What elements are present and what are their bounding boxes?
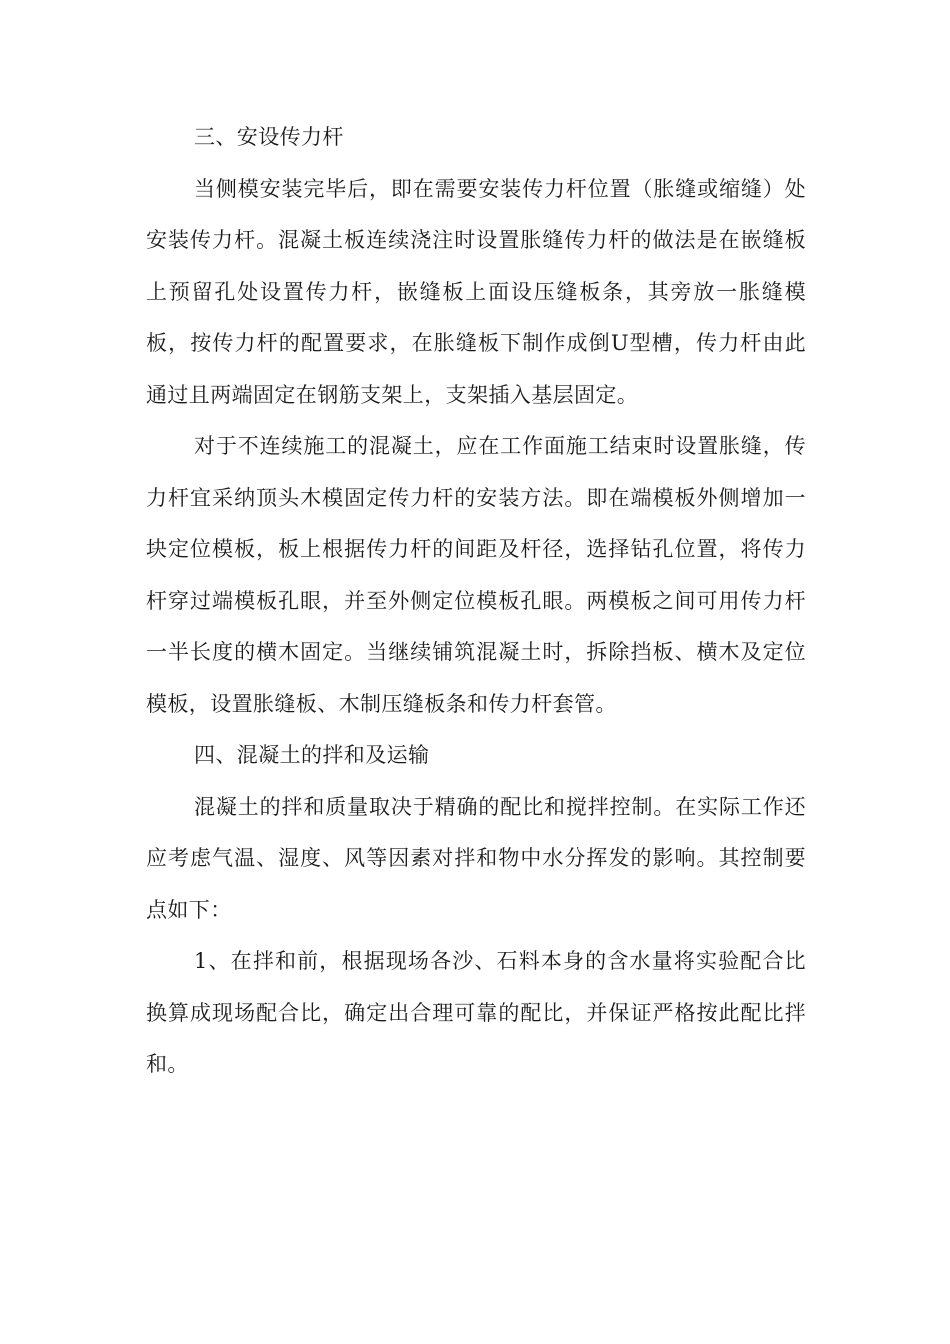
document-body bbox=[146, 112, 806, 1091]
paragraph-mixing-point-1: 1、在拌和前，根据现场各沙、石料本身的含水量将实验配合比换算成现场配合比，确定出合理可靠的配比，并保证严格按此配比拌和。 bbox=[146, 949, 806, 1076]
paragraph-discontinuous-construction: 对于不连续施工的混凝土，应在工作面施工结束时设置胀缝，传力杆宜采纳顶头木模固定传力杆的安装方法。即在端模板外侧增加一块定位模板，板上根据传力杆的间距及杆径，选择钻孔位置，将传力杆穿过端模板孔眼，并至外侧定位模板孔眼。两模板之间可用传力杆一半长度的横木固定。当继续铺筑混凝土时，拆除挡板、横木及定位模板，设置胀缝板、木制压缝板条和传力杆套管。 bbox=[146, 434, 806, 716]
paragraph-mixing-quality: 混凝土的拌和质量取决于精确的配比和搅拌控制。在实际工作还应考虑气温、湿度、风等因素对拌和物中水分挥发的影响。其控制要点如下： bbox=[146, 794, 806, 922]
paragraph-dowel-installation: 当侧模安装完毕后，即在需要安装传力杆位置（胀缝或缩缝）处安装传力杆。混凝土板连续浇注时设置胀缝传力杆的做法是在嵌缝板上预留孔处设置传力杆，嵌缝板上面设压缝板条，其旁放一胀缝模板，按传力杆的配置要求，在胀缝板下制作成倒U型槽，传力杆由此通过且两端固定在钢筋支架上，支架插入基层固定。 bbox=[146, 176, 806, 407]
section-heading-concrete-mixing: 四、混凝土的拌和及运输 bbox=[194, 743, 430, 767]
section-heading-install-dowel-bars: 三、安设传力杆 bbox=[194, 125, 344, 149]
